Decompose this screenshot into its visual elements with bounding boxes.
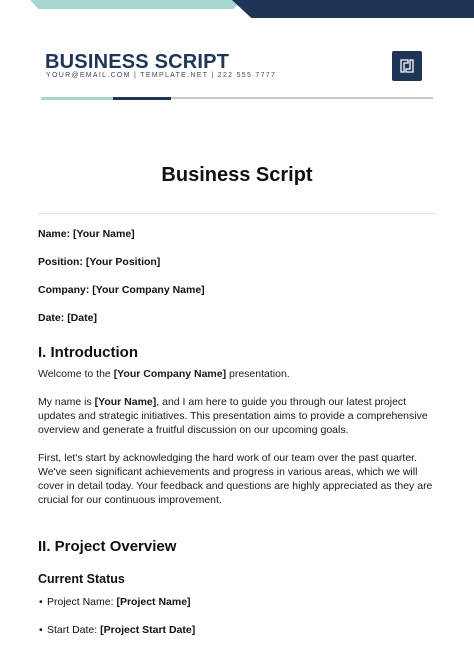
intro-paragraph-2	[38, 395, 436, 437]
meta-name	[38, 227, 436, 241]
intro-paragraph-1	[38, 367, 436, 381]
list-item-value: [Project Name]	[116, 596, 191, 608]
text-run: , and I am here to guide you through our latest project updates and strategic initiatives. This presentation aims to provide a comprehensive overview and generate a fruitful discussion on our upcoming goals.	[38, 396, 428, 436]
template-logo-icon	[392, 51, 422, 81]
meta-label: Name:	[38, 228, 71, 240]
placeholder-name: [Your Name]	[94, 396, 157, 408]
list-item-value: [Project Start Date]	[100, 624, 196, 636]
meta-label: Position:	[38, 256, 83, 268]
list-item-label: Project Name:	[47, 596, 114, 608]
meta-label: Date:	[38, 312, 65, 324]
brand-title: BUSINESS SCRIPT	[45, 51, 230, 73]
meta-label: Company:	[38, 284, 90, 296]
text-run: presentation.	[226, 368, 290, 380]
list-item	[38, 595, 436, 609]
header-rule-accent-teal	[41, 97, 113, 100]
meta-position	[38, 255, 436, 269]
status-list	[38, 595, 436, 637]
teal-band-stripe	[30, 0, 242, 9]
text-run: My name is	[38, 396, 95, 408]
document-header	[45, 48, 433, 100]
title-divider	[38, 213, 436, 214]
intro-paragraph-3: First, let's start by acknowledging the hard work of our team over the past quarter. We've seen significant achievements and progress in various areas, which we will cover in detail today. Your feedback and questions are highly appreciated as they are crucial for our continuous improvement.	[38, 452, 433, 506]
text-run: Welcome to the	[38, 368, 114, 380]
meta-block	[38, 227, 436, 325]
placeholder-company: [Your Company Name]	[113, 368, 227, 380]
meta-value: [Date]	[67, 312, 97, 324]
subheading-current-status: Current Status	[38, 572, 125, 586]
header-rule-accent-navy	[113, 97, 171, 100]
list-item	[38, 623, 436, 637]
list-item-label: Start Date:	[47, 624, 98, 636]
section-heading-introduction: I. Introduction	[38, 344, 138, 361]
meta-value: [Your Company Name]	[92, 284, 205, 296]
top-decorative-band	[0, 0, 474, 18]
document-body	[38, 160, 436, 651]
meta-value: [Your Position]	[85, 256, 161, 268]
meta-company	[38, 283, 436, 297]
document-title: Business Script	[161, 164, 313, 186]
navy-band-stripe	[232, 0, 474, 18]
meta-date	[38, 311, 436, 325]
meta-value: [Your Name]	[73, 228, 135, 240]
contact-line: YOUR@EMAIL.COM | TEMPLATE.NET | 222 555 7777	[46, 72, 277, 79]
section-heading-project-overview: II. Project Overview	[38, 538, 177, 555]
